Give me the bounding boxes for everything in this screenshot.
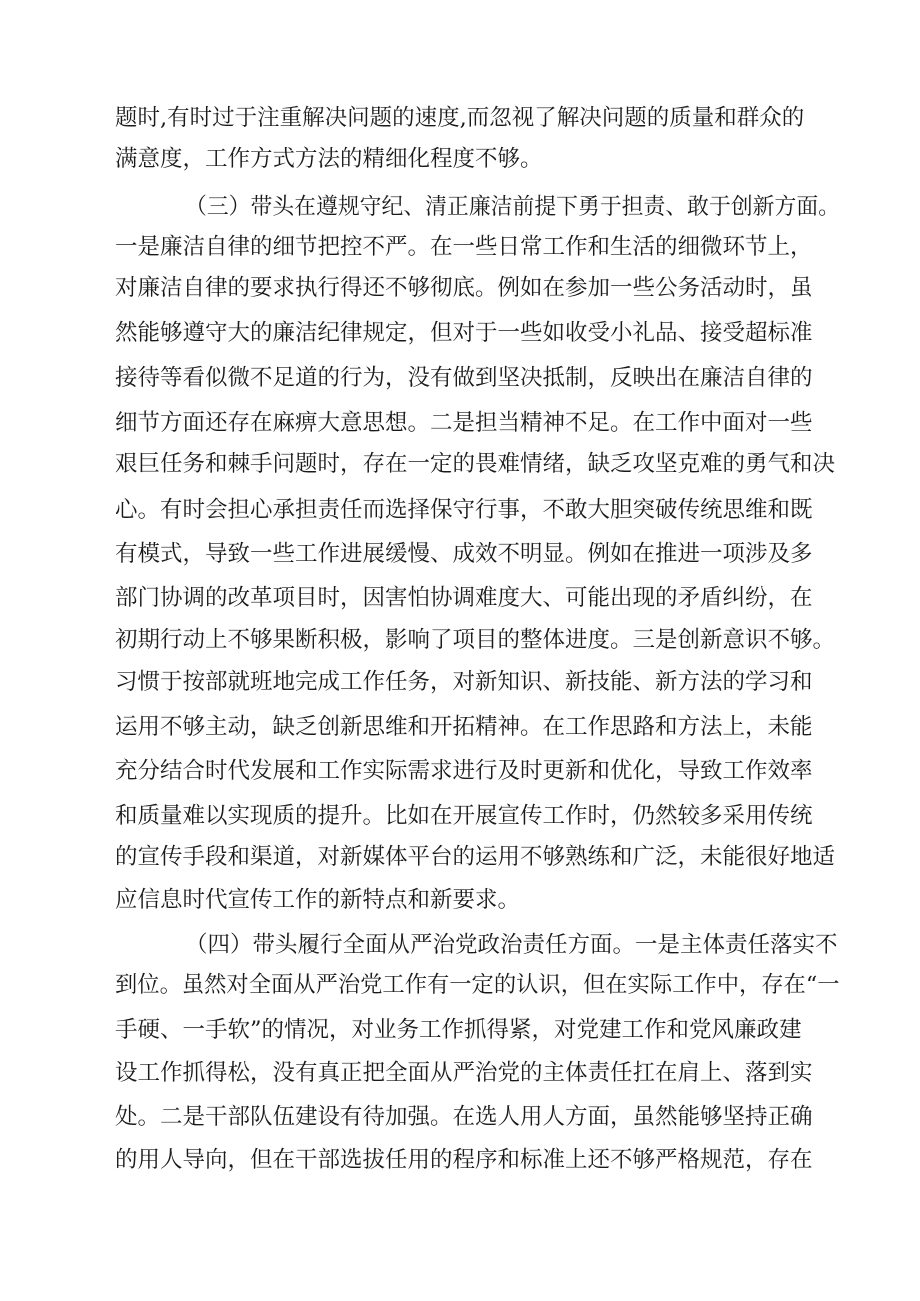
section-heading-4: （四）带头履行全面从严治党政治责任方面。一是主体责任落实不 <box>185 932 838 958</box>
text-line: 心。有时会担心承担责任而选择保守行事，不敢大胆突破传统思维和既 <box>115 497 813 523</box>
text-line: 一是廉洁自律的细节把控不严。在一些日常工作和生活的细微环节上， <box>115 234 813 260</box>
text-line: 有模式，导致一些工作进展缓慢、成效不明显。例如在推进一项涉及多 <box>115 541 813 567</box>
text-line: 充分结合时代发展和工作实际需求进行及时更新和优化，导致工作效率 <box>115 758 813 784</box>
text-line: 设工作抓得松，没有真正把全面从严治党的主体责任扛在肩上、落到实 <box>115 1060 813 1086</box>
text-line: 应信息时代宣传工作的新特点和新要求。 <box>115 887 521 913</box>
text-line: 艰巨任务和棘手问题时，存在一定的畏难情绪，缺乏攻坚克难的勇气和决 <box>115 451 836 477</box>
text-line: 和质量难以实现质的提升。比如在开展宣传工作时，仍然较多采用传统 <box>115 803 813 829</box>
text-line: 细节方面还存在麻痹大意思想。二是担当精神不足。在工作中面对一些 <box>115 410 813 436</box>
text-line: 的用人导向，但在干部选拔任用的程序和标准上还不够严格规范，存在 <box>115 1147 813 1173</box>
text-line: 习惯于按部就班地完成工作任务，对新知识、新技能、新方法的学习和 <box>115 669 813 695</box>
text-line: 接待等看似微不足道的行为，没有做到坚决抵制，反映出在廉洁自律的 <box>115 365 813 391</box>
text-line: 题时,有时过于注重解决问题的速度,而忽视了解决问题的质量和群众的 <box>115 105 805 131</box>
text-line: 然能够遵守大的廉洁纪律规定，但对于一些如收受小礼品、接受超标准 <box>115 320 813 346</box>
text-line: 的宣传手段和渠道，对新媒体平台的运用不够熟练和广泛，未能很好地适 <box>115 844 836 870</box>
text-line: 处。二是干部队伍建设有待加强。在选人用人方面，虽然能够坚持正确 <box>115 1104 813 1130</box>
text-line: 对廉洁自律的要求执行得还不够彻底。例如在参加一些公务活动时，虽 <box>115 275 813 301</box>
text-line: 部门协调的改革项目时，因害怕协调难度大、可能出现的矛盾纠纷，在 <box>115 585 813 611</box>
text-line: 手硬、一手软”的情况，对业务工作抓得紧，对党建工作和党风廉政建 <box>115 1017 802 1043</box>
text-line: 运用不够主动，缺乏创新思维和开拓精神。在工作思路和方法上，未能 <box>115 714 813 740</box>
text-line: 初期行动上不够果断积极，影响了项目的整体进度。三是创新意识不够。 <box>115 627 836 653</box>
text-line: 到位。虽然对全面从严治党工作有一定的认识，但在实际工作中，存在“一 <box>115 972 840 998</box>
section-heading-3: （三）带头在遵规守纪、清正廉洁前提下勇于担责、敢于创新方面。 <box>185 194 841 220</box>
text-line: 满意度，工作方式方法的精细化程度不够。 <box>115 146 543 172</box>
